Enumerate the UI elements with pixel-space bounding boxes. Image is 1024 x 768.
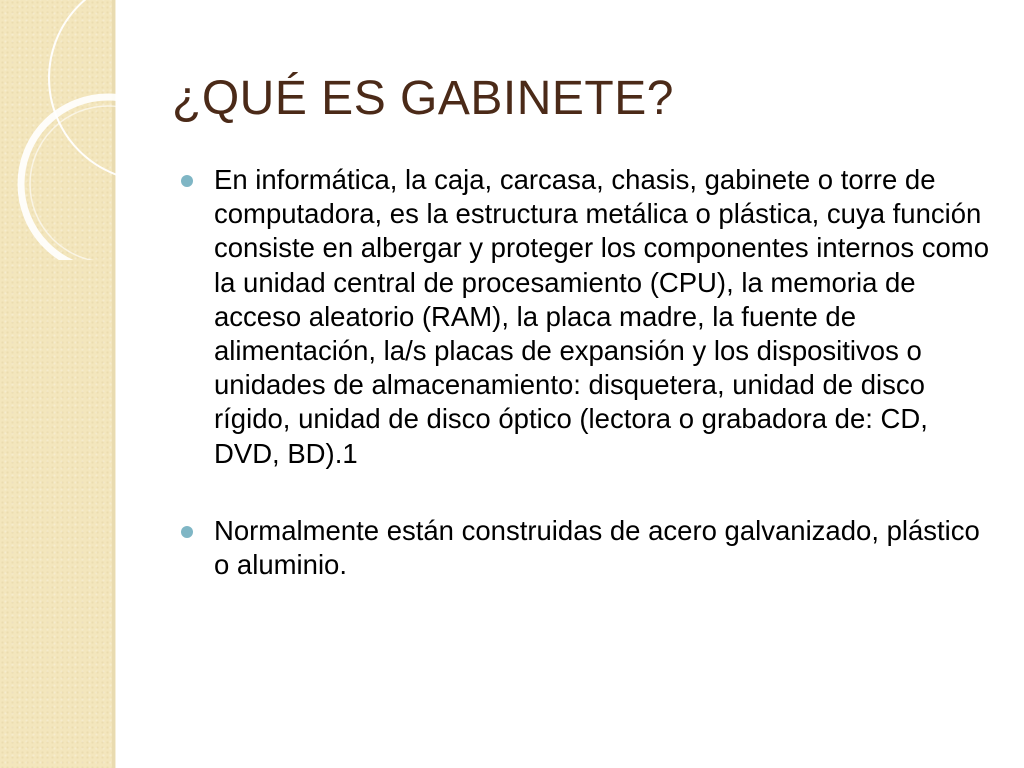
- bullet-text: Normalmente están construidas de acero galvanizado, plástico o aluminio.: [214, 514, 980, 581]
- bullet-dot-icon: [181, 526, 193, 538]
- bullet-dot-icon: [181, 175, 193, 187]
- slide-title: ¿QUÉ ES GABINETE?: [172, 72, 674, 125]
- bullet-text: En informática, la caja, carcasa, chasis, gabinete o torre de computadora, es la estructura metálica o plástica, cuya función consiste en albergar y proteger los componentes internos como la unidad central de procesamiento (CPU), la memoria de acceso aleatorio (RAM), la placa madre, la fuente de alimentación, la/s placas de expansión y los dispositivos o unidades de almacenamiento: disquetera, unidad de disco rígido, unidad de disco óptico (lectora o grabadora de: CD, DVD, BD).1: [214, 164, 990, 469]
- bullet-item: [178, 514, 998, 582]
- bullet-item: [178, 163, 998, 471]
- bullet-list: [178, 163, 998, 582]
